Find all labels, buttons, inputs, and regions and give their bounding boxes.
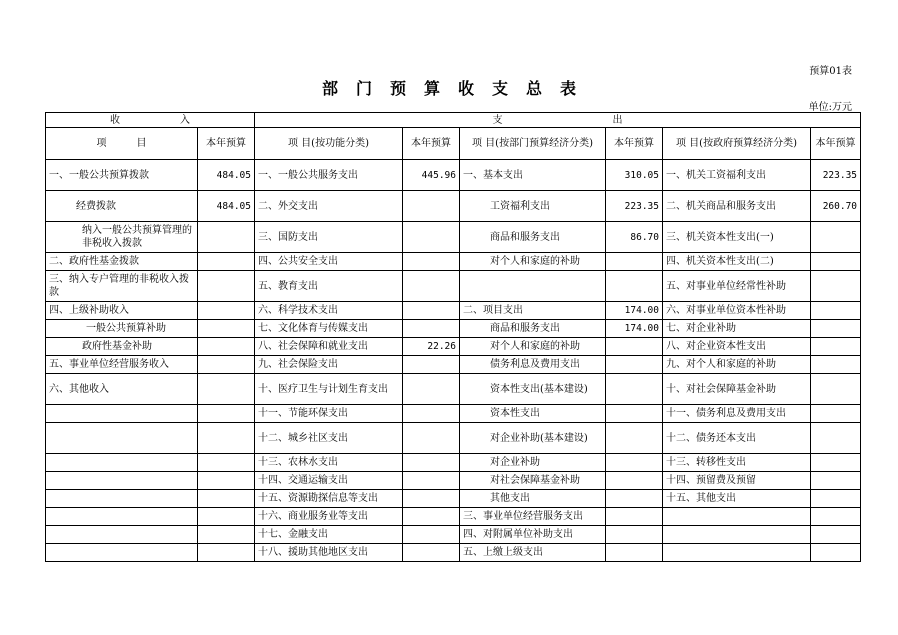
income-amount — [198, 490, 255, 508]
income-item: 六、其他收入 — [46, 374, 198, 405]
function-amount — [403, 423, 460, 454]
table-row — [46, 508, 861, 526]
function-item: 八、社会保障和就业支出 — [255, 338, 403, 356]
income-amount — [198, 271, 255, 302]
gov-econ-amount — [811, 374, 861, 405]
income-amount — [198, 356, 255, 374]
income-item — [46, 526, 198, 544]
gov-econ-item: 十、对社会保障基金补助 — [663, 374, 811, 405]
gov-econ-amount — [811, 423, 861, 454]
gov-econ-item: 四、机关资本性支出(二) — [663, 253, 811, 271]
gov-econ-item: 十二、债务还本支出 — [663, 423, 811, 454]
column-header: 项 目 — [46, 128, 198, 160]
dept-econ-item: 五、上缴上级支出 — [460, 544, 606, 562]
income-group-header: 收 入 — [46, 113, 255, 128]
gov-econ-amount — [811, 320, 861, 338]
group-header-row — [46, 113, 861, 128]
table-row — [46, 374, 861, 405]
function-item: 十一、节能环保支出 — [255, 405, 403, 423]
income-amount — [198, 454, 255, 472]
income-amount — [198, 405, 255, 423]
gov-econ-item: 九、对个人和家庭的补助 — [663, 356, 811, 374]
dept-econ-amount — [606, 374, 663, 405]
column-header: 本年预算 — [811, 128, 861, 160]
dept-econ-item: 商品和服务支出 — [460, 320, 606, 338]
function-item: 十二、城乡社区支出 — [255, 423, 403, 454]
gov-econ-amount — [811, 508, 861, 526]
income-item: 三、纳入专户管理的非税收入拨款 — [46, 271, 198, 302]
dept-econ-item: 资本性支出 — [460, 405, 606, 423]
dept-econ-amount — [606, 423, 663, 454]
gov-econ-item: 三、机关资本性支出(一) — [663, 222, 811, 253]
function-item: 四、公共安全支出 — [255, 253, 403, 271]
function-item: 十三、农林水支出 — [255, 454, 403, 472]
column-header: 项 目(按部门预算经济分类) — [460, 128, 606, 160]
function-amount — [403, 454, 460, 472]
dept-econ-item: 对社会保障基金补助 — [460, 472, 606, 490]
function-item: 十、医疗卫生与计划生育支出 — [255, 374, 403, 405]
table-row — [46, 405, 861, 423]
dept-econ-amount — [606, 271, 663, 302]
income-amount — [198, 374, 255, 405]
income-amount — [198, 222, 255, 253]
function-item: 二、外交支出 — [255, 191, 403, 222]
gov-econ-amount — [811, 222, 861, 253]
income-item: 纳入一般公共预算管理的非税收入拨款 — [46, 222, 198, 253]
gov-econ-amount — [811, 526, 861, 544]
gov-econ-item — [663, 508, 811, 526]
gov-econ-item: 十五、其他支出 — [663, 490, 811, 508]
gov-econ-item: 六、对事业单位资本性补助 — [663, 302, 811, 320]
gov-econ-item: 五、对事业单位经常性补助 — [663, 271, 811, 302]
dept-econ-item: 债务利息及费用支出 — [460, 356, 606, 374]
table-row — [46, 423, 861, 454]
income-item: 政府性基金补助 — [46, 338, 198, 356]
dept-econ-amount: 310.05 — [606, 160, 663, 191]
table-row — [46, 472, 861, 490]
gov-econ-item: 七、对企业补助 — [663, 320, 811, 338]
function-amount — [403, 405, 460, 423]
gov-econ-item: 一、机关工资福利支出 — [663, 160, 811, 191]
income-amount — [198, 472, 255, 490]
table-row — [46, 544, 861, 562]
gov-econ-item: 八、对企业资本性支出 — [663, 338, 811, 356]
dept-econ-item — [460, 271, 606, 302]
dept-econ-item: 对企业补助 — [460, 454, 606, 472]
income-item — [46, 544, 198, 562]
income-item: 五、事业单位经营服务收入 — [46, 356, 198, 374]
income-item: 四、上级补助收入 — [46, 302, 198, 320]
budget-summary-table — [45, 112, 861, 562]
gov-econ-amount — [811, 356, 861, 374]
dept-econ-amount — [606, 508, 663, 526]
gov-econ-amount: 260.70 — [811, 191, 861, 222]
income-item: 一、一般公共预算拨款 — [46, 160, 198, 191]
gov-econ-amount — [811, 271, 861, 302]
function-amount — [403, 508, 460, 526]
function-amount — [403, 544, 460, 562]
income-amount — [198, 338, 255, 356]
function-item: 十八、援助其他地区支出 — [255, 544, 403, 562]
dept-econ-amount: 174.00 — [606, 320, 663, 338]
dept-econ-amount — [606, 253, 663, 271]
table-row — [46, 191, 861, 222]
page-title: 部门预算收支总表 — [321, 79, 594, 98]
dept-econ-item: 对企业补助(基本建设) — [460, 423, 606, 454]
income-item — [46, 405, 198, 423]
function-amount — [403, 356, 460, 374]
dept-econ-amount — [606, 472, 663, 490]
income-amount — [198, 423, 255, 454]
function-amount: 445.96 — [403, 160, 460, 191]
column-header: 本年预算 — [403, 128, 460, 160]
table-row — [46, 253, 861, 271]
gov-econ-amount — [811, 302, 861, 320]
form-number: 预算01表 — [809, 66, 852, 77]
function-item: 六、科学技术支出 — [255, 302, 403, 320]
dept-econ-amount: 174.00 — [606, 302, 663, 320]
income-amount — [198, 508, 255, 526]
gov-econ-amount — [811, 454, 861, 472]
function-item: 五、教育支出 — [255, 271, 403, 302]
dept-econ-item: 对个人和家庭的补助 — [460, 338, 606, 356]
table-row — [46, 302, 861, 320]
gov-econ-amount — [811, 405, 861, 423]
dept-econ-item: 商品和服务支出 — [460, 222, 606, 253]
function-amount — [403, 253, 460, 271]
function-amount — [403, 472, 460, 490]
function-item: 九、社会保险支出 — [255, 356, 403, 374]
dept-econ-amount — [606, 356, 663, 374]
table-row — [46, 338, 861, 356]
function-amount: 22.26 — [403, 338, 460, 356]
income-item — [46, 472, 198, 490]
income-amount: 484.05 — [198, 160, 255, 191]
dept-econ-amount: 86.70 — [606, 222, 663, 253]
table-row — [46, 160, 861, 191]
gov-econ-amount — [811, 338, 861, 356]
dept-econ-amount: 223.35 — [606, 191, 663, 222]
income-item: 一般公共预算补助 — [46, 320, 198, 338]
income-amount — [198, 302, 255, 320]
gov-econ-item — [663, 544, 811, 562]
function-item: 十五、资源勘探信息等支出 — [255, 490, 403, 508]
gov-econ-amount — [811, 490, 861, 508]
table-row — [46, 271, 861, 302]
income-item — [46, 490, 198, 508]
table-row — [46, 490, 861, 508]
dept-econ-item: 对个人和家庭的补助 — [460, 253, 606, 271]
income-item: 经费拨款 — [46, 191, 198, 222]
function-amount — [403, 320, 460, 338]
table-row — [46, 320, 861, 338]
dept-econ-amount — [606, 405, 663, 423]
function-amount — [403, 302, 460, 320]
gov-econ-amount — [811, 253, 861, 271]
function-amount — [403, 222, 460, 253]
dept-econ-item: 二、项目支出 — [460, 302, 606, 320]
table-row — [46, 222, 861, 253]
dept-econ-item: 四、对附属单位补助支出 — [460, 526, 606, 544]
column-header: 本年预算 — [606, 128, 663, 160]
function-item: 三、国防支出 — [255, 222, 403, 253]
column-header-row — [46, 128, 861, 160]
dept-econ-item: 资本性支出(基本建设) — [460, 374, 606, 405]
income-amount — [198, 320, 255, 338]
dept-econ-item: 工资福利支出 — [460, 191, 606, 222]
dept-econ-item: 三、事业单位经营服务支出 — [460, 508, 606, 526]
column-header: 项 目(按功能分类) — [255, 128, 403, 160]
income-amount — [198, 526, 255, 544]
function-amount — [403, 271, 460, 302]
dept-econ-amount — [606, 454, 663, 472]
function-item: 十四、交通运输支出 — [255, 472, 403, 490]
function-amount — [403, 490, 460, 508]
table-row — [46, 356, 861, 374]
function-amount — [403, 374, 460, 405]
function-item: 一、一般公共服务支出 — [255, 160, 403, 191]
dept-econ-item: 其他支出 — [460, 490, 606, 508]
dept-econ-amount — [606, 544, 663, 562]
dept-econ-amount — [606, 490, 663, 508]
dept-econ-amount — [606, 526, 663, 544]
dept-econ-amount — [606, 338, 663, 356]
income-amount: 484.05 — [198, 191, 255, 222]
function-amount — [403, 191, 460, 222]
table-row — [46, 526, 861, 544]
dept-econ-item: 一、基本支出 — [460, 160, 606, 191]
function-item: 十六、商业服务业等支出 — [255, 508, 403, 526]
gov-econ-amount — [811, 544, 861, 562]
function-amount — [403, 526, 460, 544]
gov-econ-item: 十四、预留费及预留 — [663, 472, 811, 490]
income-item — [46, 454, 198, 472]
income-amount — [198, 544, 255, 562]
income-item — [46, 423, 198, 454]
gov-econ-item: 十三、转移性支出 — [663, 454, 811, 472]
income-item — [46, 508, 198, 526]
gov-econ-amount — [811, 472, 861, 490]
income-item: 二、政府性基金拨款 — [46, 253, 198, 271]
gov-econ-item — [663, 526, 811, 544]
gov-econ-amount: 223.35 — [811, 160, 861, 191]
function-item: 十七、金融支出 — [255, 526, 403, 544]
expense-group-header: 支 出 — [255, 113, 861, 128]
income-amount — [198, 253, 255, 271]
table-row — [46, 454, 861, 472]
column-header: 项 目(按政府预算经济分类) — [663, 128, 811, 160]
gov-econ-item: 二、机关商品和服务支出 — [663, 191, 811, 222]
column-header: 本年预算 — [198, 128, 255, 160]
function-item: 七、文化体育与传媒支出 — [255, 320, 403, 338]
unit-label: 单位:万元 — [808, 102, 852, 113]
gov-econ-item: 十一、债务利息及费用支出 — [663, 405, 811, 423]
